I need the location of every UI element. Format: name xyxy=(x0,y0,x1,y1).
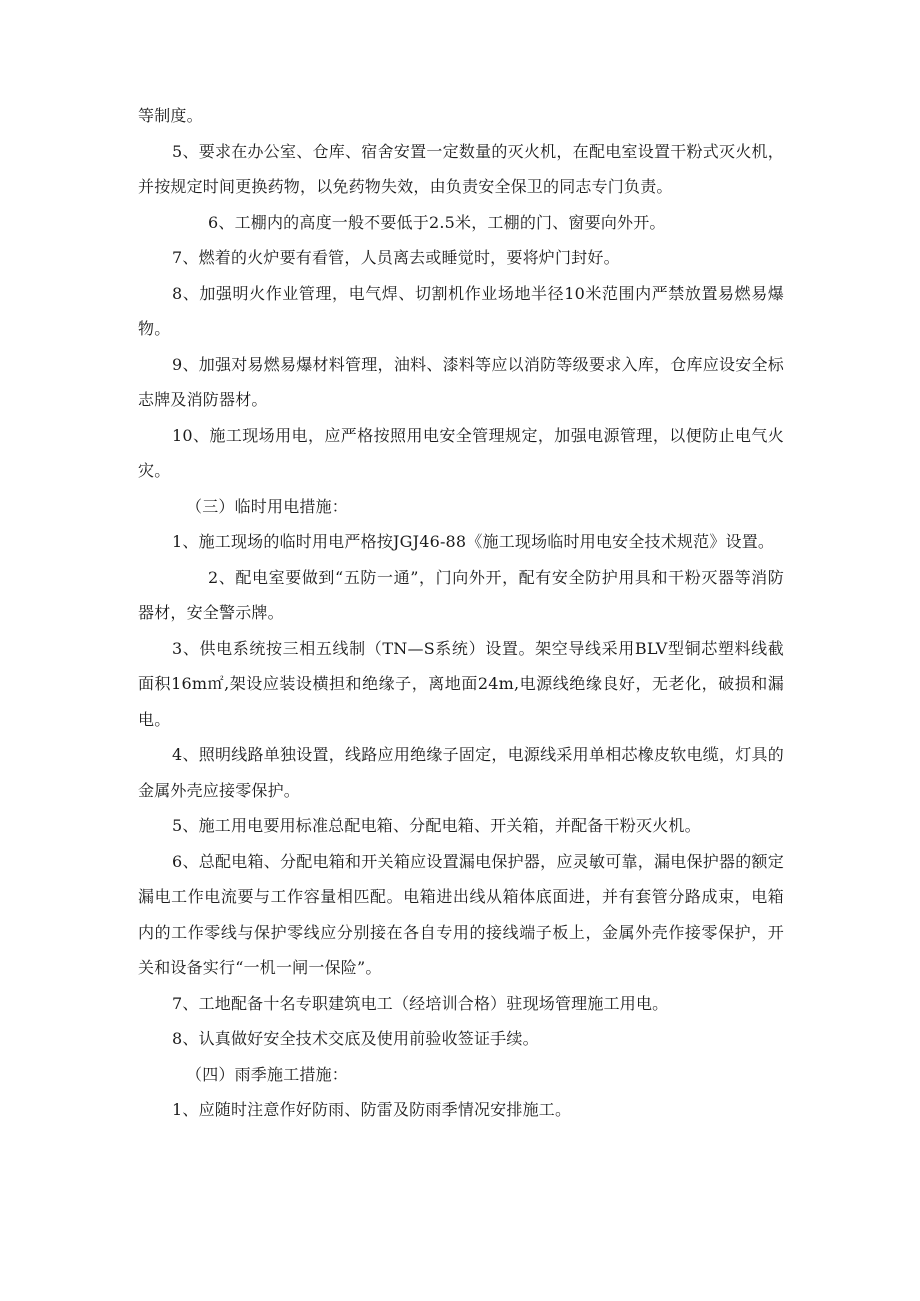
paragraph-safety-briefing: 8、认真做好安全技术交底及使用前验收签证手续。 xyxy=(172,1029,539,1048)
paragraph-distribution-boxes: 5、施工用电要用标准总配电箱、分配电箱、开关箱，并配备干粉灭火机。 xyxy=(172,816,701,835)
paragraph-distribution-room: 2、配电室要做到“五防一通”，门向外开，配有安全防护用具和干粉灭器等消防器材，安全警示牌。 xyxy=(138,567,784,622)
paragraph-shed-height: 6、工棚内的高度一般不要低于2.5米，工棚的门、窗要向外开。 xyxy=(208,212,666,232)
section-heading-temporary-power: （三）临时用电措施： xyxy=(186,496,349,516)
paragraph-open-fire: 8、加强明火作业管理，电气焊、切割机作业场地半径10米范围内严禁放置易燃易爆物。 xyxy=(138,283,784,338)
paragraph-site-electricity: 10、施工现场用电，应严格按照用电安全管理规定，加强电源管理，以便防止电气火灾。 xyxy=(138,425,784,480)
paragraph-leakage-protection: 6、总配电箱、分配电箱和开关箱应设置漏电保护器，应灵敏可靠，漏电保护器的额定漏电工作电流要与工作容量相匹配。电箱进出线从箱体底面进，并有套管分路成束，电箱内的工作零线与保护零线应分别接在各自专用的接线端子板上，金属外壳作接零保护，开关和设备实行“一机一闸一保险”。 xyxy=(138,851,784,977)
document-body xyxy=(138,98,784,1128)
paragraph-fire-extinguishers: 5、要求在办公室、仓库、宿舍安置一定数量的灭火机，在配电室设置干粉式灭火机，并按规定时间更换药物，以免药物失效，由负责安全保卫的同志专门负责。 xyxy=(138,141,784,196)
paragraph-continuation: 等制度。 xyxy=(138,106,203,125)
paragraph-standard: 1、施工现场的临时用电严格按JGJ46-88《施工现场临时用电安全技术规范》设置。 xyxy=(172,532,775,551)
paragraph-rain-protection: 1、应随时注意作好防雨、防雷及防雨季情况安排施工。 xyxy=(172,1100,572,1119)
paragraph-flammables: 9、加强对易燃易爆材料管理，油料、漆料等应以消防等级要求入库，仓库应设安全标志牌及消防器材。 xyxy=(138,354,784,409)
section-heading-rainy-season: （四）雨季施工措施： xyxy=(186,1064,349,1084)
paragraph-lighting: 4、照明线路单独设置，线路应用绝缘子固定，电源线采用单相芯橡皮软电缆，灯具的金属外壳应接零保护。 xyxy=(138,745,784,800)
paragraph-stove: 7、燃着的火炉要有看管，人员离去或睡觉时，要将炉门封好。 xyxy=(172,248,620,267)
paragraph-electricians: 7、工地配备十名专职建筑电工（经培训合格）驻现场管理施工用电。 xyxy=(172,993,669,1013)
paragraph-power-system: 3、供电系统按三相五线制（TN—S系统）设置。架空导线采用BLV型铜芯塑料线截面积16m㎡,架设应装设横担和绝缘子，离地面24m,电源线绝缘良好，无老化，破损和漏电。 xyxy=(138,638,784,729)
